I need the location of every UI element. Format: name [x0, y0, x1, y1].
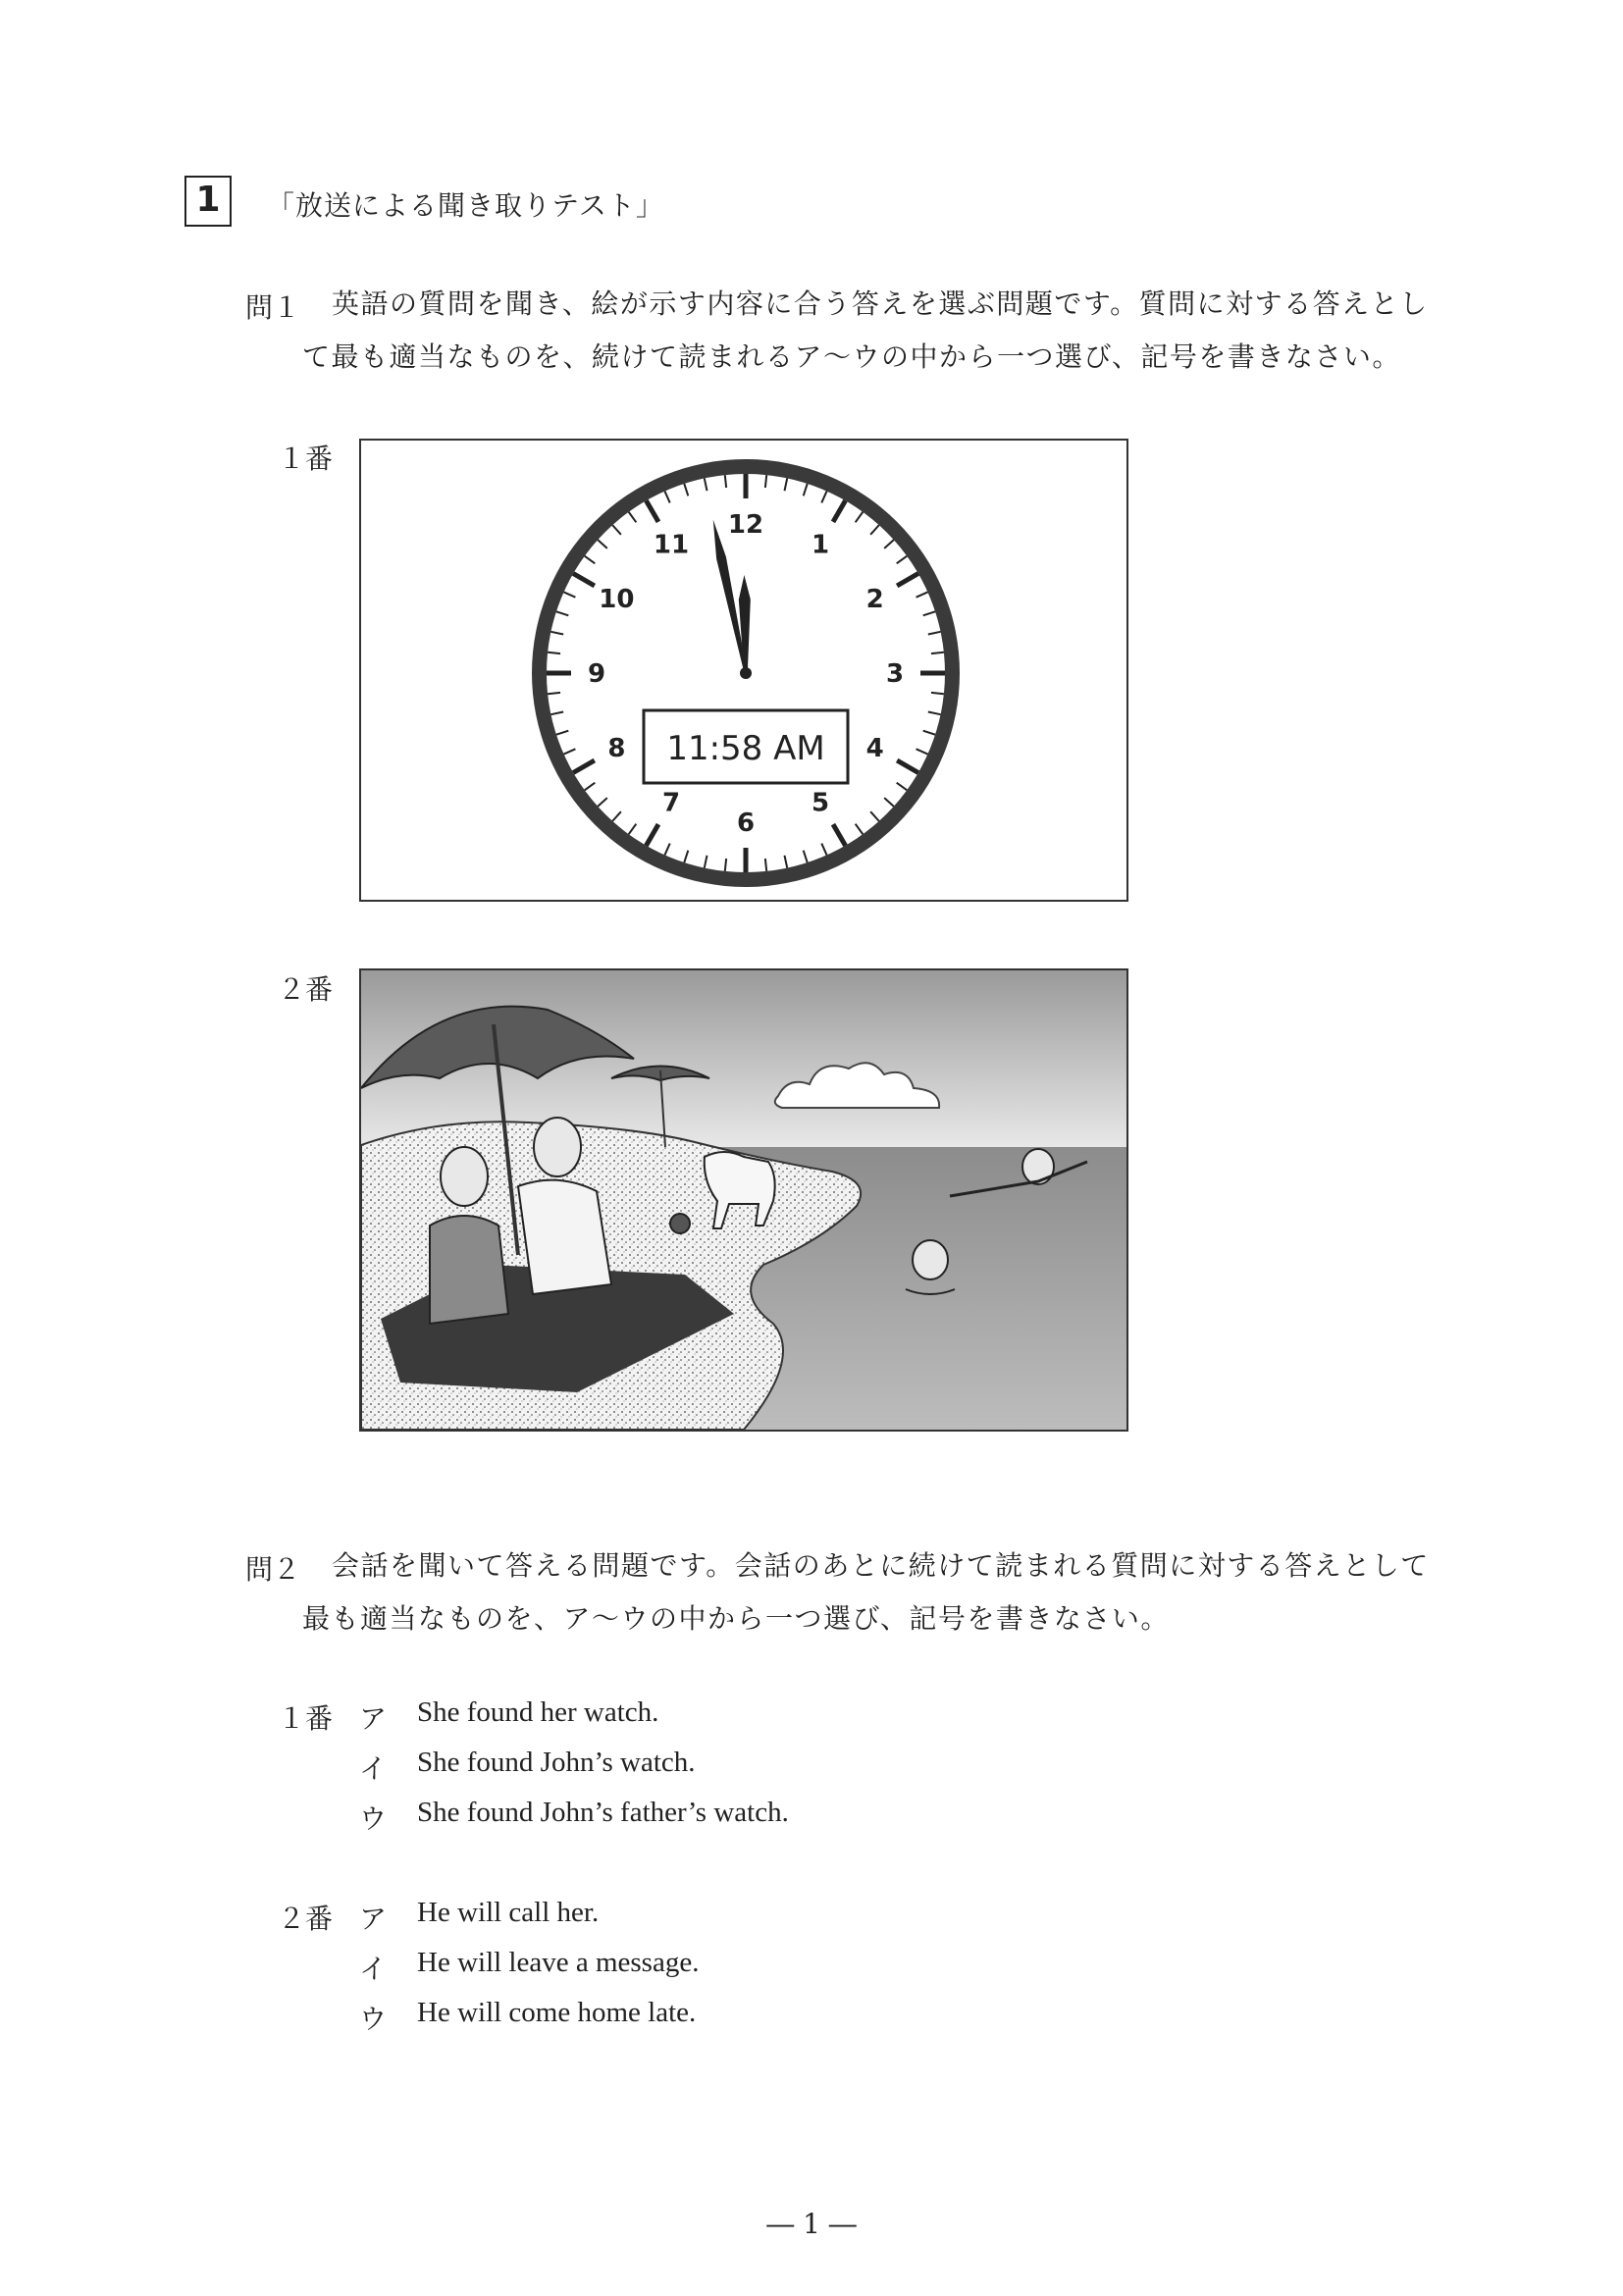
choice-text: He will call her.	[417, 1897, 600, 1928]
clock-number: 5	[811, 788, 830, 818]
clock-number: 10	[599, 585, 635, 614]
clock-number: 6	[736, 809, 756, 838]
beach-figure	[359, 968, 1128, 1432]
choice-mark: イ	[359, 1953, 388, 1985]
q2-label: 問２	[245, 1553, 301, 1586]
minute-tick	[765, 475, 766, 488]
q2-item2-label: ２番	[278, 1903, 334, 1935]
swimmer-boy	[1022, 1149, 1054, 1184]
minute-tick	[931, 693, 944, 694]
ball	[670, 1214, 690, 1233]
choice-mark: ア	[359, 1702, 388, 1735]
clock-number: 3	[885, 659, 905, 689]
q2-text-line2: 最も適当なものを、ア～ウの中から一つ選び、記号を書きなさい。	[302, 1602, 1170, 1635]
section-title: 「放送による聞き取りテスト」	[267, 189, 664, 222]
q1-item1-label: １番	[278, 443, 334, 475]
q1-text-line1: 英語の質問を聞き、絵が示す内容に合う答えを選ぶ問題です。質問に対する答えとし	[332, 287, 1429, 320]
minute-tick	[765, 859, 766, 871]
digital-time-text: 11:58 AM	[666, 729, 825, 768]
minute-tick	[548, 652, 560, 653]
page-number: ― 1 ―	[766, 2208, 857, 2240]
clock-number: 1	[811, 530, 830, 560]
q2-text-line1: 会話を聞いて答える問題です。会話のあとに続けて読まれる質問に対する答えとして	[332, 1549, 1430, 1582]
choice-mark: ウ	[359, 2003, 388, 2035]
choice-text: She found her watch.	[417, 1696, 659, 1728]
man-body	[518, 1180, 611, 1294]
clock-illustration	[361, 441, 1126, 900]
woman-head	[441, 1147, 488, 1206]
choice-text: She found John’s father’s watch.	[417, 1797, 789, 1828]
clock-number: 7	[661, 788, 681, 818]
clock-number: 2	[865, 585, 884, 614]
clock-number: 8	[607, 734, 626, 763]
swimmer-girl	[913, 1240, 948, 1279]
clock-number: 4	[865, 734, 884, 763]
minute-tick	[548, 693, 560, 694]
choice-mark: ウ	[359, 1802, 388, 1835]
clock-number: 9	[587, 659, 606, 689]
beach-illustration	[361, 970, 1126, 1430]
section-number-box: 1	[184, 176, 232, 227]
q1-item2-label: ２番	[278, 973, 334, 1006]
choice-mark: イ	[359, 1752, 388, 1785]
q2-item1-label: １番	[278, 1702, 334, 1735]
clock-number: 11	[653, 530, 690, 560]
choice-text: She found John’s watch.	[417, 1747, 696, 1778]
clock-hub	[740, 667, 752, 679]
man-head	[534, 1118, 581, 1176]
woman-body	[430, 1216, 508, 1324]
minute-tick	[725, 475, 726, 488]
minute-tick	[725, 859, 726, 871]
q1-label: 問１	[245, 291, 301, 324]
clock-figure	[359, 439, 1128, 902]
choice-text: He will come home late.	[417, 1997, 697, 2028]
choice-text: He will leave a message.	[417, 1947, 700, 1978]
choice-mark: ア	[359, 1903, 388, 1935]
minute-tick	[931, 652, 944, 653]
clock-number: 12	[727, 510, 764, 540]
q1-text-line2: て最も適当なものを、続けて読まれるア～ウの中から一つ選び、記号を書きなさい。	[302, 340, 1401, 373]
